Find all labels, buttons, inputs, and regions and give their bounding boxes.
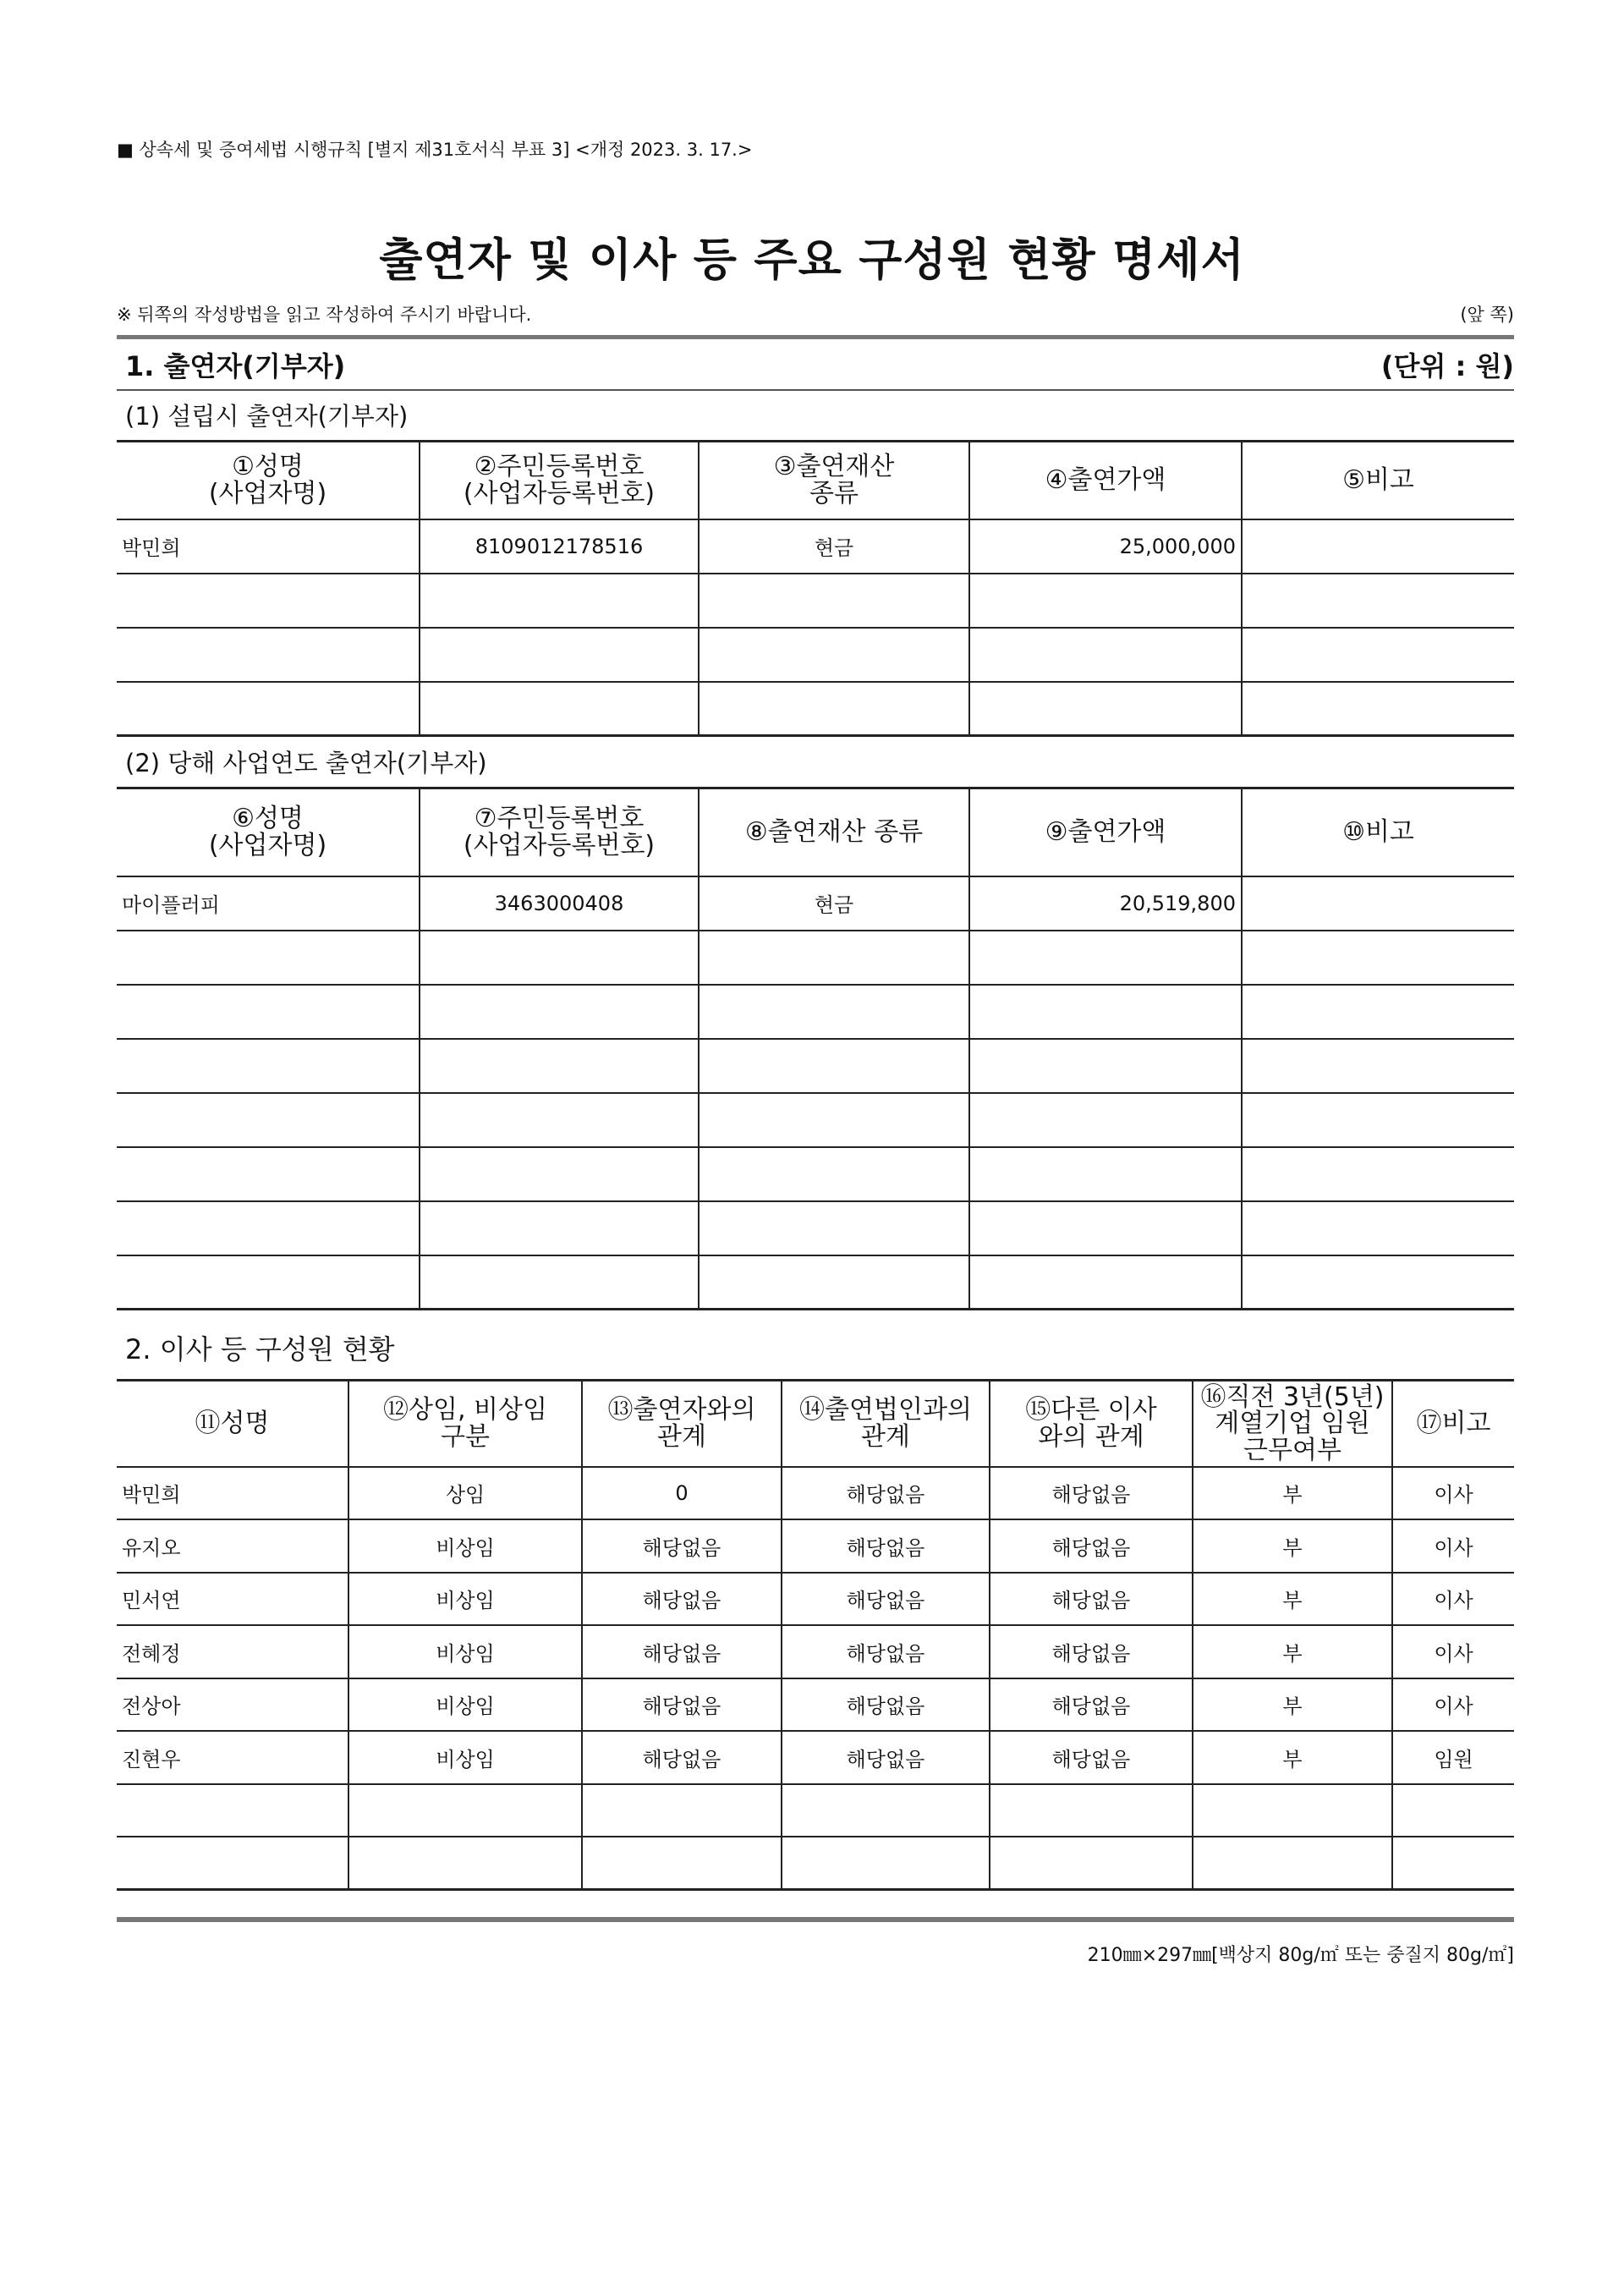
column-header-line: ⑥성명	[232, 804, 304, 834]
column-header-line: ⑮다른 이사	[1025, 1395, 1157, 1425]
header-row	[117, 1381, 1514, 1467]
table-cell	[699, 1147, 969, 1201]
table-cell: 비상임	[348, 1625, 582, 1678]
column-header-line: ⑭출연법인과의	[799, 1395, 972, 1425]
table-cell: 해당없음	[582, 1519, 782, 1573]
table-cell: 전혜정	[117, 1625, 348, 1678]
board-members-table	[117, 1379, 1514, 1891]
table-cell: 0	[582, 1467, 782, 1520]
table-cell: 민서연	[117, 1573, 348, 1626]
column-header	[117, 442, 420, 519]
page-side-label: (앞 쪽)	[1460, 305, 1514, 325]
column-header-line: 종류	[809, 478, 859, 508]
table-cell	[699, 1255, 969, 1310]
table-row	[117, 1467, 1514, 1520]
table-cell: 8109012178516	[420, 519, 699, 574]
table-cell	[969, 1039, 1242, 1093]
column-header	[699, 442, 969, 519]
table-cell: 해당없음	[782, 1731, 990, 1784]
table-cell: 이사	[1392, 1678, 1514, 1732]
table-cell	[1242, 931, 1514, 985]
header-row	[117, 788, 1514, 876]
column-header-line: ⑩비고	[1342, 817, 1414, 847]
column-header-line: ⑦주민등록번호	[474, 804, 645, 834]
table-cell	[699, 1093, 969, 1147]
column-header	[582, 1381, 782, 1467]
table-cell: 비상임	[348, 1519, 582, 1573]
table-cell	[1242, 985, 1514, 1039]
column-header	[1242, 788, 1514, 876]
column-header-line: ⑨출연가액	[1045, 817, 1166, 847]
table-row	[117, 1093, 1514, 1147]
table-row	[117, 1519, 1514, 1573]
column-header-line: ⑰비고	[1416, 1409, 1491, 1438]
table-cell	[117, 985, 420, 1039]
table-cell: 해당없음	[582, 1573, 782, 1626]
column-header-line: ⑯직전 3년(5년)	[1200, 1381, 1385, 1412]
table-row	[117, 574, 1514, 628]
table-cell	[420, 985, 699, 1039]
column-header-line: ②주민등록번호	[474, 452, 645, 482]
table-row	[117, 1201, 1514, 1255]
table-cell	[420, 628, 699, 682]
table-cell: 부	[1193, 1573, 1392, 1626]
table-cell: 진현우	[117, 1731, 348, 1784]
table-cell	[1242, 1201, 1514, 1255]
table-cell	[1242, 1039, 1514, 1093]
table-cell	[1392, 1784, 1514, 1837]
column-header-line: ③출연재산	[773, 452, 895, 482]
column-header-line: 와의 관계	[1038, 1421, 1144, 1452]
document-title: 출연자 및 이사 등 주요 구성원 현황 명세서	[379, 234, 1245, 286]
table-cell: 마이플러피	[117, 876, 420, 931]
section1-divider	[117, 389, 1514, 391]
table-row	[117, 1731, 1514, 1784]
table-row	[117, 876, 1514, 931]
table-cell: 유지오	[117, 1519, 348, 1573]
bottom-divider	[117, 1917, 1514, 1922]
table-cell	[1242, 682, 1514, 736]
table-cell: 박민희	[117, 519, 420, 574]
table-cell: 비상임	[348, 1678, 582, 1732]
table-cell	[782, 1837, 990, 1890]
column-header-line: ⑬출연자와의	[607, 1395, 756, 1425]
column-header	[420, 788, 699, 876]
table-cell	[1242, 1093, 1514, 1147]
table-cell	[1193, 1837, 1392, 1890]
column-header	[990, 1381, 1193, 1467]
table-cell: 이사	[1392, 1573, 1514, 1626]
table-cell	[420, 1255, 699, 1310]
table-cell: 해당없음	[782, 1519, 990, 1573]
table-cell	[699, 985, 969, 1039]
table-cell	[582, 1784, 782, 1837]
table-cell	[1242, 1255, 1514, 1310]
column-header	[1242, 442, 1514, 519]
table-cell	[969, 1147, 1242, 1201]
table-cell	[420, 1201, 699, 1255]
unit-label: (단위 : 원)	[1380, 350, 1514, 382]
table-cell: 해당없음	[782, 1573, 990, 1626]
table-cell	[582, 1837, 782, 1890]
table-cell: 부	[1193, 1625, 1392, 1678]
table-cell: 해당없음	[582, 1625, 782, 1678]
founding-contributors-table	[117, 440, 1514, 737]
table-cell	[117, 1039, 420, 1093]
table-cell: 해당없음	[582, 1731, 782, 1784]
table-cell: 박민희	[117, 1467, 348, 1520]
top-divider	[117, 335, 1514, 339]
table-cell: 해당없음	[782, 1625, 990, 1678]
table-cell	[699, 1039, 969, 1093]
table-cell	[420, 931, 699, 985]
table-row	[117, 1147, 1514, 1201]
table-cell	[117, 1784, 348, 1837]
section1-title: 1. 출연자(기부자)	[125, 350, 346, 382]
table-cell	[699, 682, 969, 736]
current-year-contributors-table	[117, 787, 1514, 1310]
table-cell	[1242, 1147, 1514, 1201]
column-header	[420, 442, 699, 519]
table-cell	[969, 1093, 1242, 1147]
table-cell	[420, 574, 699, 628]
table-cell	[348, 1837, 582, 1890]
table-cell	[1242, 628, 1514, 682]
table-cell: 임원	[1392, 1731, 1514, 1784]
column-header	[699, 788, 969, 876]
table-row	[117, 1784, 1514, 1837]
table-cell	[1242, 519, 1514, 574]
table-cell	[1242, 574, 1514, 628]
column-header-line: 관계	[657, 1421, 706, 1452]
table-cell: 해당없음	[782, 1678, 990, 1732]
table-cell	[117, 1837, 348, 1890]
column-header-line: ⑪성명	[195, 1409, 270, 1438]
table-cell	[969, 1201, 1242, 1255]
table-cell	[348, 1784, 582, 1837]
column-header-line: ①성명	[232, 452, 304, 482]
table-cell	[420, 682, 699, 736]
table-cell	[969, 931, 1242, 985]
table-cell: 상임	[348, 1467, 582, 1520]
table-cell	[420, 1093, 699, 1147]
table-cell: 20,519,800	[969, 876, 1242, 931]
header-row	[117, 442, 1514, 519]
table-cell	[117, 1147, 420, 1201]
table-cell: 해당없음	[990, 1519, 1193, 1573]
table-row	[117, 1255, 1514, 1310]
table-cell: 해당없음	[990, 1625, 1193, 1678]
table-cell: 이사	[1392, 1625, 1514, 1678]
table-cell: 비상임	[348, 1573, 582, 1626]
table-row	[117, 1573, 1514, 1626]
table-cell	[699, 628, 969, 682]
table-cell	[969, 1255, 1242, 1310]
paper-spec: 210㎜×297㎜[백상지 80g/㎡ 또는 중질지 80g/㎡]	[1087, 1945, 1514, 1966]
column-header	[117, 788, 420, 876]
part1-title: (1) 설립시 출연자(기부자)	[125, 402, 409, 431]
column-header	[348, 1381, 582, 1467]
column-header	[1193, 1381, 1392, 1467]
table-cell: 해당없음	[990, 1467, 1193, 1520]
column-header-line: (사업자명)	[208, 478, 327, 508]
table-cell: 비상임	[348, 1731, 582, 1784]
table-cell	[1242, 876, 1514, 931]
table-cell	[699, 931, 969, 985]
column-header	[782, 1381, 990, 1467]
table-row	[117, 1039, 1514, 1093]
table-cell: 현금	[699, 519, 969, 574]
table-row	[117, 628, 1514, 682]
column-header-line: (사업자등록번호)	[463, 478, 656, 508]
column-header-line: 관계	[861, 1421, 910, 1452]
column-header-line: (사업자명)	[208, 830, 327, 860]
legal-reference: ■ 상속세 및 증여세법 시행규칙 [별지 제31호서식 부표 3] <개정 2023. 3. 17.>	[117, 140, 753, 160]
column-header-line: 근무여부	[1243, 1435, 1341, 1465]
table-cell: 3463000408	[420, 876, 699, 931]
table-cell	[1392, 1837, 1514, 1890]
table-row	[117, 1678, 1514, 1732]
table-cell: 해당없음	[990, 1573, 1193, 1626]
column-header-line: ⑫상임, 비상임	[383, 1395, 547, 1425]
table-cell	[117, 931, 420, 985]
column-header	[1392, 1381, 1514, 1467]
table-cell	[969, 628, 1242, 682]
table-cell: 현금	[699, 876, 969, 931]
table-cell	[117, 1255, 420, 1310]
table-cell	[969, 574, 1242, 628]
table-cell: 부	[1193, 1731, 1392, 1784]
column-header-line: ⑤비고	[1342, 465, 1414, 495]
column-header	[117, 1381, 348, 1467]
table-cell: 전상아	[117, 1678, 348, 1732]
table-cell	[117, 682, 420, 736]
table-cell: 부	[1193, 1467, 1392, 1520]
section2-title: 2. 이사 등 구성원 현황	[125, 1333, 395, 1365]
table-cell	[699, 574, 969, 628]
table-cell: 이사	[1392, 1519, 1514, 1573]
table-row	[117, 931, 1514, 985]
column-header	[969, 442, 1242, 519]
column-header-line: ⑧출연재산 종류	[744, 817, 924, 847]
table-cell	[117, 628, 420, 682]
column-header-line: 계열기업 임원	[1215, 1409, 1370, 1438]
column-header	[969, 788, 1242, 876]
table-row	[117, 682, 1514, 736]
column-header-line: (사업자등록번호)	[463, 830, 656, 860]
table-cell	[117, 1093, 420, 1147]
table-cell	[969, 985, 1242, 1039]
table-cell: 25,000,000	[969, 519, 1242, 574]
table-row	[117, 519, 1514, 574]
table-cell: 해당없음	[990, 1678, 1193, 1732]
table-cell	[699, 1201, 969, 1255]
table-cell	[117, 574, 420, 628]
part2-title: (2) 당해 사업연도 출연자(기부자)	[125, 749, 487, 777]
table-cell	[990, 1784, 1193, 1837]
table-cell: 이사	[1392, 1467, 1514, 1520]
table-cell: 해당없음	[582, 1678, 782, 1732]
table-row	[117, 1837, 1514, 1890]
table-cell	[990, 1837, 1193, 1890]
table-cell	[782, 1784, 990, 1837]
instruction-note: ※ 뒤쪽의 작성방법을 읽고 작성하여 주시기 바랍니다.	[117, 305, 532, 325]
table-cell	[969, 682, 1242, 736]
column-header-line: ④출연가액	[1045, 465, 1166, 495]
table-cell: 부	[1193, 1678, 1392, 1732]
table-cell	[117, 1201, 420, 1255]
table-cell	[420, 1147, 699, 1201]
table-cell	[1193, 1784, 1392, 1837]
table-cell: 해당없음	[782, 1467, 990, 1520]
table-cell	[420, 1039, 699, 1093]
table-cell: 부	[1193, 1519, 1392, 1573]
column-header-line: 구분	[441, 1421, 490, 1452]
table-row	[117, 985, 1514, 1039]
table-cell: 해당없음	[990, 1731, 1193, 1784]
table-row	[117, 1625, 1514, 1678]
